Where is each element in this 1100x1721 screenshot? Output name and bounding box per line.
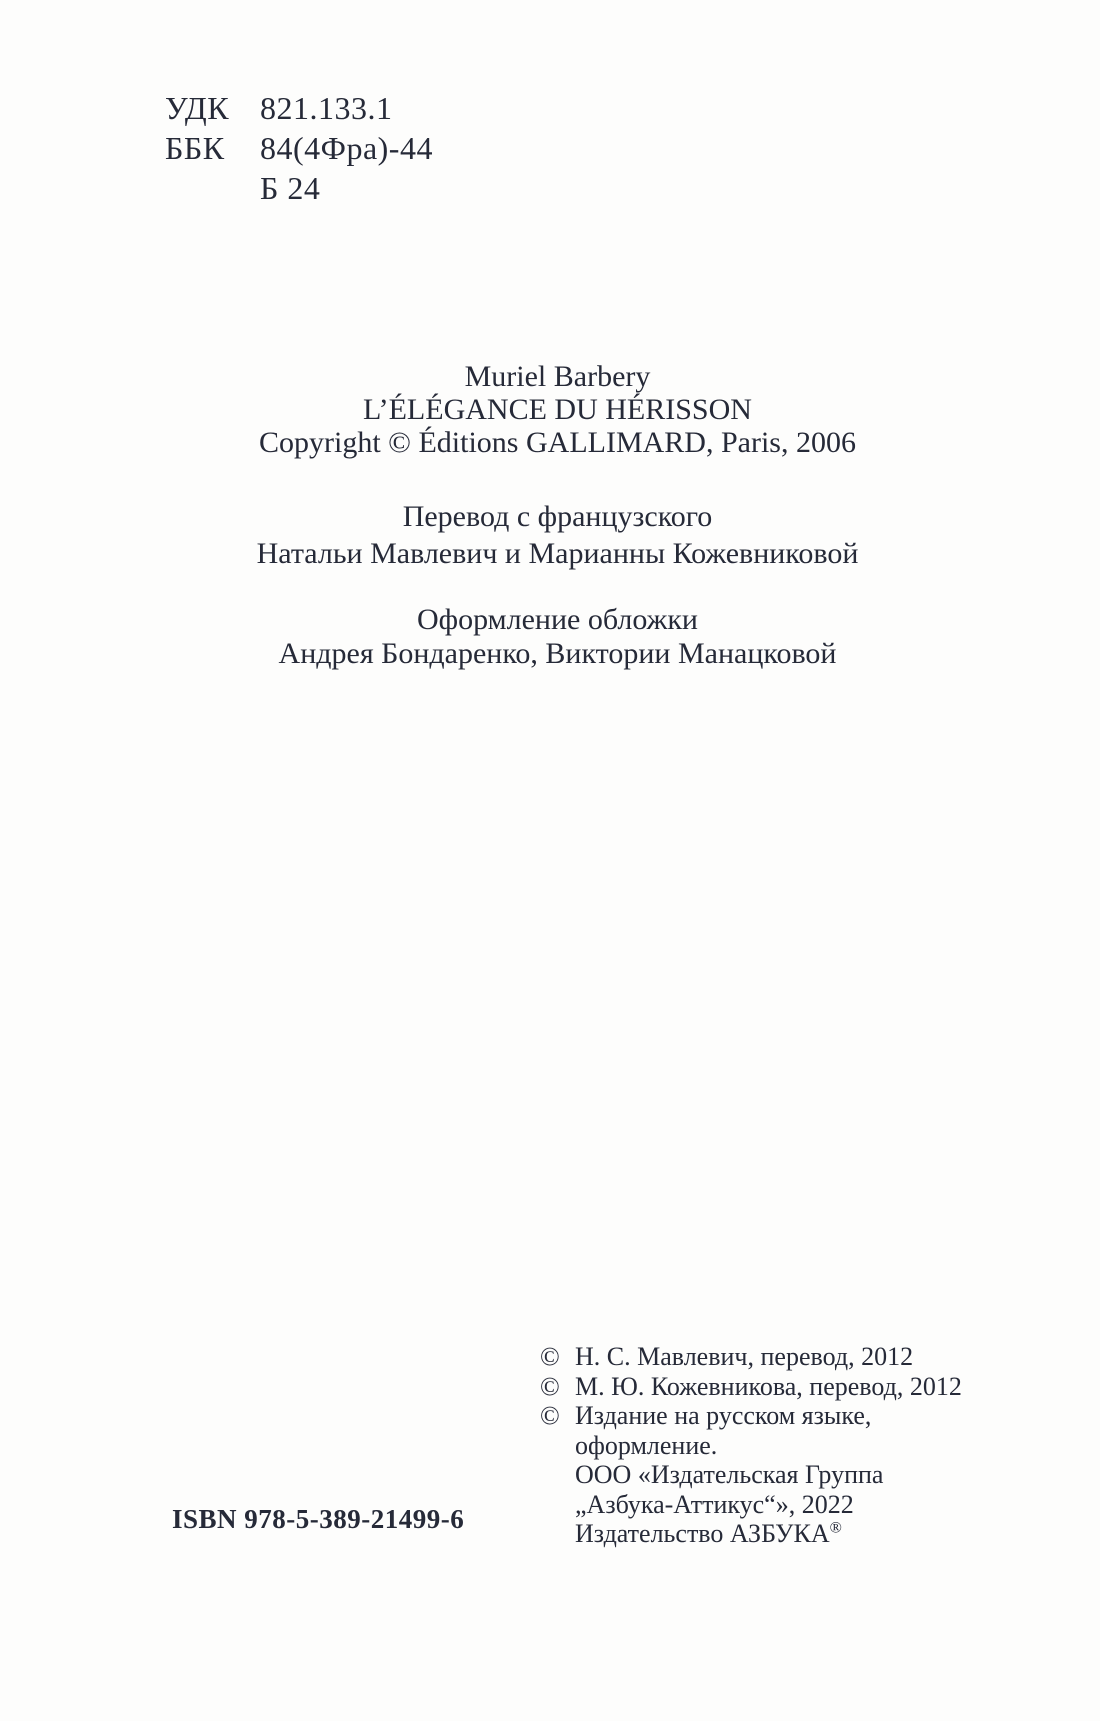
rights-block — [540, 1342, 962, 1549]
author-sigil-spacer — [165, 168, 260, 208]
author-name: Muriel Barbery — [464, 360, 651, 393]
center-column — [160, 360, 955, 671]
bbk-value: 84(4Фра)-44 — [260, 130, 433, 166]
rights-entry-translator-1 — [540, 1342, 962, 1372]
cover-design-heading: Оформление обложки — [417, 603, 698, 636]
translation-heading: Перевод с французского — [402, 500, 713, 533]
translation-block — [160, 498, 955, 572]
original-copyright-line: Copyright © Éditions GALLIMARD, Paris, 2006 — [259, 426, 856, 459]
publisher-name: Издательство АЗБУКА — [575, 1519, 830, 1548]
copyright-sign: © — [540, 1371, 560, 1401]
isbn-line: ISBN 978-5-389-21499-6 — [172, 1504, 465, 1534]
rights-line-publisher-brand — [575, 1519, 883, 1549]
bbk-label: ББК — [165, 130, 225, 166]
original-edition-block — [160, 360, 955, 459]
cover-design-block — [160, 603, 955, 671]
udk-row — [165, 88, 433, 128]
copyright-sign: © — [540, 1342, 560, 1371]
registered-trademark-sign: ® — [829, 1519, 842, 1537]
rights-line: М. Ю. Кожевникова, перевод, 2012 — [575, 1371, 962, 1401]
rights-entry-translator-2 — [540, 1372, 962, 1402]
original-title: L’ÉLÉGANCE DU HÉRISSON — [363, 393, 752, 426]
author-sigil-row — [165, 168, 433, 208]
copyright-sign: © — [540, 1401, 560, 1430]
cover-designers-names: Андрея Бондаренко, Виктории Манацковой — [278, 637, 837, 670]
author-sigil-value: Б 24 — [260, 170, 321, 206]
udk-value: 821.133.1 — [260, 90, 393, 126]
translators-names: Натальи Мавлевич и Марианны Кожевниковой — [256, 537, 859, 570]
rights-line: „Азбука-Аттикус“», 2022 — [575, 1489, 854, 1519]
rights-line: ООО «Издательская Группа — [575, 1460, 884, 1489]
rights-entry-publisher — [540, 1401, 962, 1549]
classification-block — [165, 88, 433, 208]
rights-line: Н. С. Мавлевич, перевод, 2012 — [575, 1342, 914, 1371]
udk-label: УДК — [165, 90, 230, 126]
rights-line: Издание на русском языке, — [575, 1401, 872, 1430]
bbk-row — [165, 128, 433, 168]
rights-line: оформление. — [575, 1430, 718, 1460]
